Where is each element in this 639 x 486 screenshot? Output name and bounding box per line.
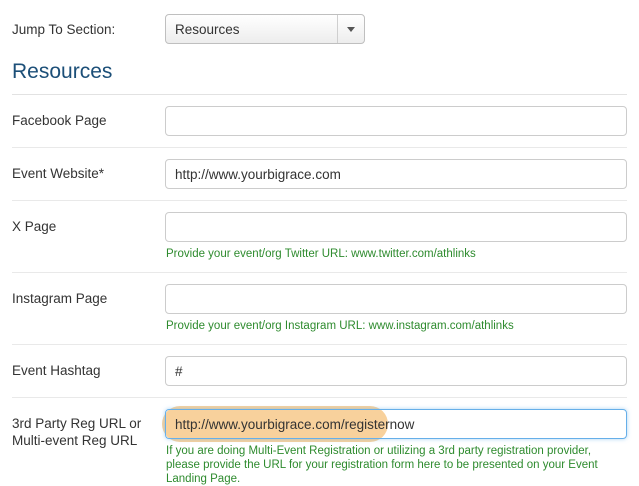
field-wrap-facebook-page	[165, 106, 627, 136]
form-row-x-page	[12, 201, 627, 261]
facebook-page-input[interactable]	[165, 106, 627, 136]
instagram-page-input[interactable]	[165, 284, 627, 314]
label-event-website: Event Website*	[12, 166, 105, 181]
form-row-facebook-page	[12, 95, 627, 136]
label-third-party-reg-url: 3rd Party Reg URL or Multi-event Reg URL	[12, 416, 142, 448]
help-instagram-page: Provide your event/org Instagram URL: www.instagram.com/athlinks	[166, 320, 514, 332]
jump-to-section-selected-value: Resources	[175, 21, 240, 37]
field-wrap-event-hashtag	[165, 356, 627, 386]
third-party-reg-url-input[interactable]	[165, 409, 627, 439]
help-x-page: Provide your event/org Twitter URL: www.twitter.com/athlinks	[166, 248, 476, 260]
field-wrap-third-party-reg-url	[165, 409, 627, 486]
field-wrap-x-page	[165, 212, 627, 261]
chevron-down-icon[interactable]	[338, 27, 364, 32]
form-row-instagram-page	[12, 273, 627, 333]
jump-to-section-row	[12, 0, 627, 48]
resources-form	[12, 95, 627, 486]
label-facebook-page: Facebook Page	[12, 113, 107, 128]
event-hashtag-input[interactable]	[165, 356, 627, 386]
jump-to-section-select[interactable]	[165, 14, 365, 44]
label-instagram-page: Instagram Page	[12, 291, 108, 306]
label-x-page: X Page	[12, 219, 57, 234]
form-row-third-party-reg-url	[12, 398, 627, 486]
x-page-input[interactable]	[165, 212, 627, 242]
help-third-party-reg-url: If you are doing Multi-Event Registration or utilizing a 3rd party registration provider, please provide the URL for your registration form here to be presented on your Event Landing Page.	[166, 445, 598, 485]
field-wrap-event-website	[165, 159, 627, 189]
label-event-hashtag: Event Hashtag	[12, 363, 101, 378]
form-row-event-website	[12, 148, 627, 189]
jump-to-section-label: Jump To Section:	[12, 21, 116, 37]
field-wrap-instagram-page	[165, 284, 627, 333]
event-website-input[interactable]	[165, 159, 627, 189]
form-row-event-hashtag	[12, 345, 627, 386]
page-title: Resources	[12, 60, 113, 83]
